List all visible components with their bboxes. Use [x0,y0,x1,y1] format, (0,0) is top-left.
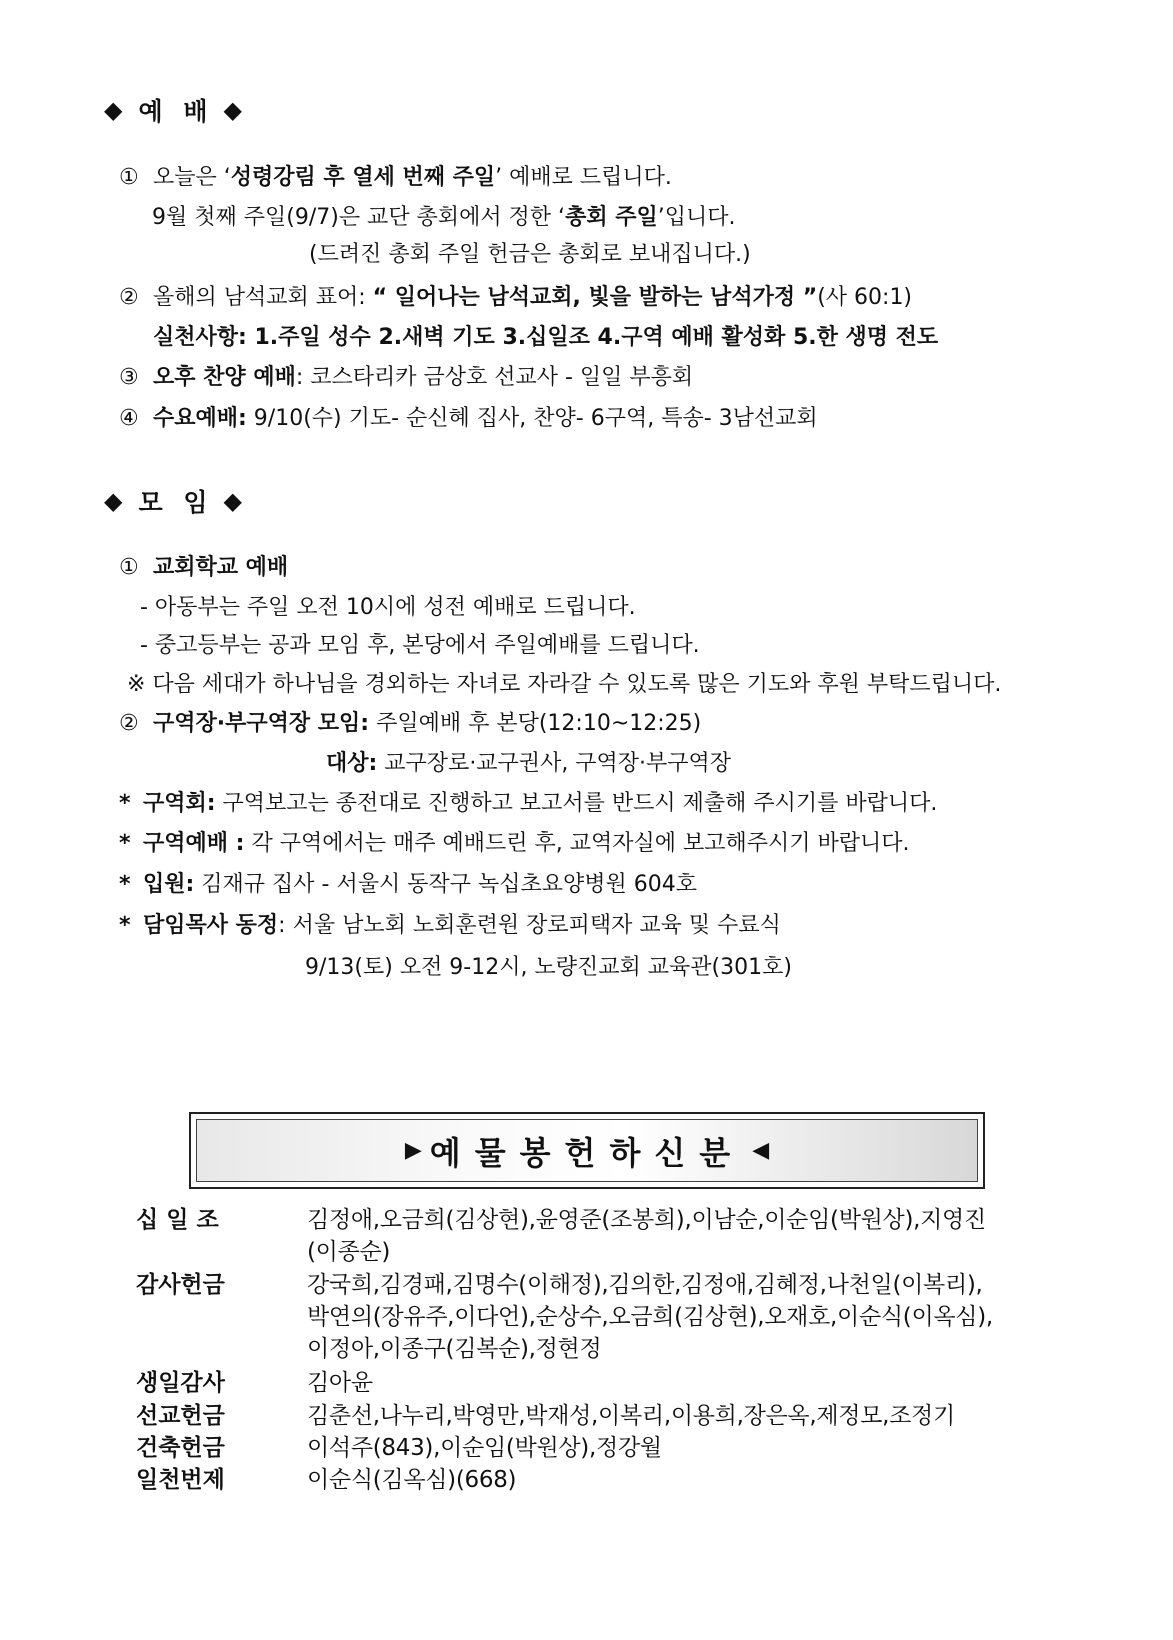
meeting-bullet-pastor: * 담임목사 동정: 서울 남노회 노회훈련원 장로피택자 교육 및 수료식 [119,913,781,938]
diamond-icon: ◆ [223,487,244,515]
offering-names-thanks: 박연의(장유주,이다언),순상수,오금희(김상현),오재호,이순식(이옥심), [307,1304,993,1330]
worship-item-4: ④ 수요예배: 9/10(수) 기도- 순신혜 집사, 찬양- 6구역, 특송- 3남선교회 [119,406,818,431]
diamond-icon: ◆ [104,487,125,515]
offering-banner [189,1112,985,1189]
offering-names-thanks: 이정아,이종구(김복순),정현정 [307,1336,602,1362]
worship-item-2: ② 올해의 남석교회 표어: “ 일어나는 남석교회, 빛을 발하는 남석가정 ”(사 60:1) [119,285,913,310]
worship-item-1: ① 오늘은 ‘성령강림 후 열세 번째 주일’ 예배로 드립니다. [119,165,672,190]
offering-names-thanks: 강국희,김경패,김명수(이해정),김의한,김정애,김혜정,나천일(이복리), [307,1272,983,1298]
offering-label-birthday: 생일감사 [136,1370,225,1396]
offering-label-building: 건축헌금 [136,1435,225,1461]
offering-label-thousand: 일천번제 [136,1467,225,1493]
offering-label-mission: 선교헌금 [136,1403,225,1429]
worship-item-3: ③ 오후 찬양 예배: 코스타리카 금상호 선교사 - 일일 부흥회 [119,365,694,390]
meeting-bullet-hospital: * 입원: 김재규 집사 - 서울시 동작구 녹십초요양병원 604호 [119,872,697,897]
meeting-item-1-children: - 아동부는 주일 오전 10시에 성전 예배로 드립니다. [140,595,636,620]
offering-names-mission: 김춘선,나누리,박영만,박재성,이복리,이용희,장은옥,제정모,조정기 [307,1403,955,1429]
meeting-item-2-target: 대상: 교구장로·교구권사, 구역장·부구역장 [326,751,732,776]
worship-title: 예 배 [138,97,210,126]
meeting-item-1: ① 교회학교 예배 [119,555,289,580]
worship-heading [104,92,244,128]
meeting-bullet-district-worship: * 구역예배 : 각 구역에서는 매주 예배드린 후, 교역자실에 보고해주시기 바랍니다. [119,831,910,856]
triangle-right-icon: ▶ [404,1138,422,1163]
meeting-heading [104,483,244,519]
triangle-left-icon: ◀ [752,1138,770,1163]
meeting-item-1-youth: - 중고등부는 공과 모임 후, 본당에서 주일예배를 드립니다. [140,633,700,658]
worship-item-1-line-2: 9월 첫째 주일(9/7)은 교단 총회에서 정한 ‘총회 주일’입니다. [152,205,736,230]
offering-names-tithe: (이종순) [307,1239,391,1265]
offering-names-birthday: 김아윤 [307,1370,373,1396]
diamond-icon: ◆ [223,96,244,124]
worship-item-2-practice: 실천사항: 1.주일 성수 2.새벽 기도 3.십일조 4.구역 예배 활성화 5.한 생명 전도 [153,325,939,350]
offering-title: 예물봉헌하신분 [429,1133,745,1172]
offering-names-thousand: 이순식(김옥심)(668) [307,1467,517,1493]
offering-names-tithe: 김정애,오금희(김상현),윤영준(조봉희),이남순,이순임(박원상),지영진 [307,1207,986,1233]
offering-label-tithe: 십 일 조 [136,1207,219,1233]
worship-item-1-line-3: (드려진 총회 주일 헌금은 총회로 보내집니다.) [309,242,751,267]
meeting-bullet-district-meeting: * 구역회: 구역보고는 종전대로 진행하고 보고서를 반드시 제출해 주시기를 바랍니다. [119,791,938,816]
meeting-title: 모 임 [138,488,210,517]
meeting-item-1-note: ※ 다음 세대가 하나님을 경외하는 자녀로 자라갈 수 있도록 많은 기도와 후원 부탁드립니다. [127,672,1002,697]
offering-names-building: 이석주(843),이순임(박원상),정강월 [307,1435,662,1461]
meeting-item-2: ② 구역장·부구역장 모임: 주일예배 후 본당(12:10~12:25) [119,711,702,736]
meeting-bullet-pastor-line-2: 9/13(토) 오전 9-12시, 노량진교회 교육관(301호) [305,955,792,980]
offering-label-thanks: 감사헌금 [136,1272,225,1298]
diamond-icon: ◆ [104,96,125,124]
